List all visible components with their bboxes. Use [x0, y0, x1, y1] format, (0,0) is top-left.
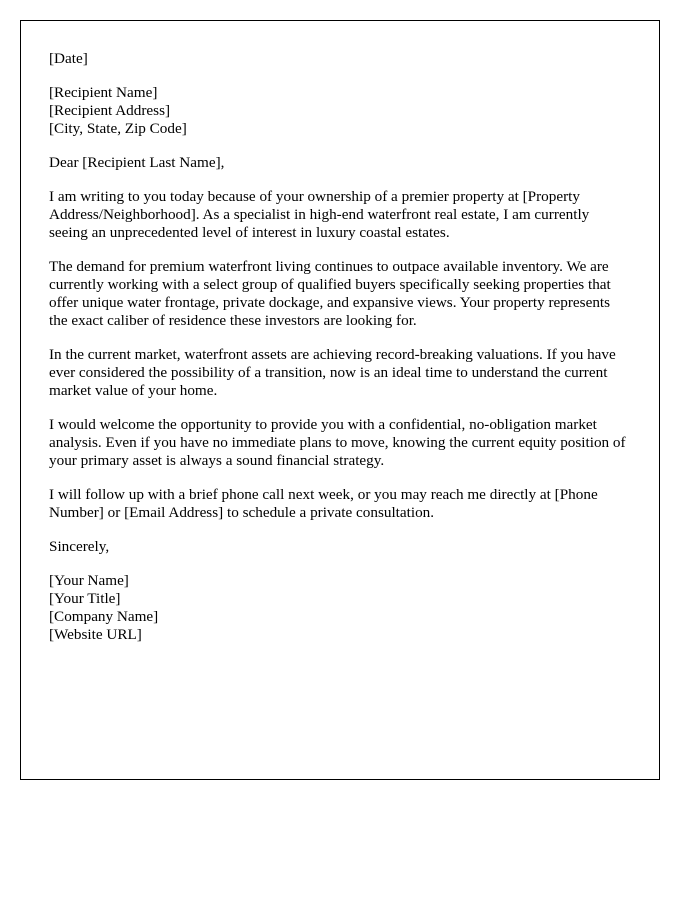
- recipient-address: [Recipient Address]: [49, 102, 171, 119]
- body-paragraph-5: I will follow up with a brief phone call next week, or you may reach me directly at [Phone Number] or [Email Address] to schedule a private consultation.: [49, 486, 598, 521]
- body-paragraph-3: In the current market, waterfront assets are achieving record-breaking valuations. If you have ever considered the possibility of a transition, now is an ideal time to understand the current market value of your home.: [49, 346, 616, 399]
- body-paragraph-2: The demand for premium waterfront living continues to outpace available inventory. We are currently working with a select group of qualified buyers specifically seeking properties that offer unique water frontage, private dockage, and expansive views. Your property represents the exact caliber of residence these investors are looking for.: [49, 258, 611, 329]
- letter-date: [Date]: [49, 50, 88, 67]
- signature-name: [Your Name]: [49, 572, 129, 589]
- body-paragraph-4: I would welcome the opportunity to provide you with a confidential, no-obligation market analysis. Even if you have no immediate plans to move, knowing the current equity position of your primary asset is always a sound financial strategy.: [49, 416, 626, 469]
- closing: Sincerely,: [49, 538, 110, 555]
- recipient-block: [49, 84, 631, 138]
- signature-title: [Your Title]: [49, 590, 121, 607]
- recipient-city-state-zip: [City, State, Zip Code]: [49, 120, 187, 137]
- signature-block: [49, 572, 631, 644]
- body-paragraph-1: I am writing to you today because of your ownership of a premier property at [Property Address/Neighborhood]. As a specialist in high-end waterfront real estate, I am currently seeing an unprecedented level of interest in luxury coastal estates.: [49, 188, 590, 241]
- signature-company: [Company Name]: [49, 608, 159, 625]
- signature-website: [Website URL]: [49, 626, 142, 643]
- salutation: Dear [Recipient Last Name],: [49, 154, 225, 171]
- recipient-name: [Recipient Name]: [49, 84, 158, 101]
- letter-page: [20, 20, 660, 780]
